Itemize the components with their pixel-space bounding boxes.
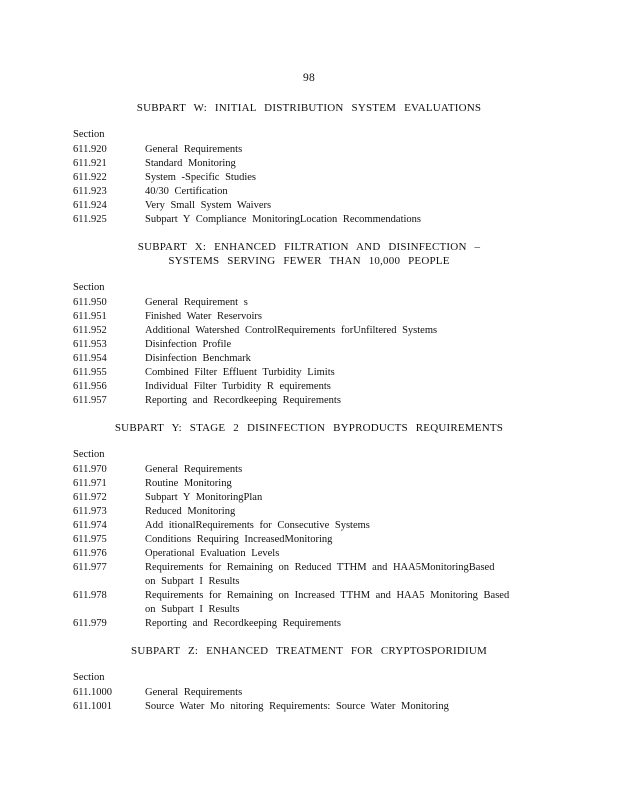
section-number: 611.957 bbox=[73, 395, 107, 406]
toc-row bbox=[0, 505, 618, 519]
section-number: 611.953 bbox=[73, 339, 107, 350]
section-title: Additional Watershed ControlRequirements forUnfiltered Systems bbox=[145, 325, 438, 336]
toc-row bbox=[0, 324, 618, 338]
section-title: Requirements for Remaining on Reduced TTHM and HAA5MonitoringBased bbox=[145, 562, 495, 573]
section-number: 611.973 bbox=[73, 506, 107, 517]
toc-row bbox=[0, 589, 618, 617]
section-title: Source Water Mo nitoring Requirements: Source Water Monitoring bbox=[145, 701, 449, 712]
section-number: 611.955 bbox=[73, 367, 107, 378]
section-title: Disinfection Profile bbox=[145, 339, 232, 350]
section-title: Add itionalRequirements for Consecutive Systems bbox=[145, 520, 370, 531]
section-title: Subpart Y Compliance MonitoringLocation Recommendations bbox=[145, 214, 422, 225]
section-title: Reduced Monitoring bbox=[145, 506, 236, 517]
section-title: General Requirements bbox=[145, 144, 243, 155]
section-title: Conditions Requiring IncreasedMonitoring bbox=[145, 534, 333, 545]
section-number: 611.950 bbox=[73, 297, 107, 308]
toc-row bbox=[0, 213, 618, 227]
section-number: 611.979 bbox=[73, 618, 107, 629]
section-title: on Subpart I Results bbox=[145, 604, 240, 615]
section-title: Subpart Y MonitoringPlan bbox=[145, 492, 263, 503]
section-number: 611.954 bbox=[73, 353, 107, 364]
section-label: Section bbox=[73, 672, 105, 683]
section-title: on Subpart I Results bbox=[145, 576, 240, 587]
section-number: 611.951 bbox=[73, 311, 107, 322]
section-number: 611.925 bbox=[73, 214, 107, 225]
toc-row bbox=[0, 157, 618, 171]
toc-row bbox=[0, 185, 618, 199]
section-title: Routine Monitoring bbox=[145, 478, 232, 489]
section-title: System -Specific Studies bbox=[145, 172, 256, 183]
section-title: General Requirements bbox=[145, 464, 243, 475]
section-title: Standard Monitoring bbox=[145, 158, 236, 169]
section-title: Very Small System Waivers bbox=[145, 200, 272, 211]
section-title: Reporting and Recordkeeping Requirements bbox=[145, 618, 341, 629]
section-label: Section bbox=[73, 282, 105, 293]
section-title: Operational Evaluation Levels bbox=[145, 548, 280, 559]
section-title: Finished Water Reservoirs bbox=[145, 311, 262, 322]
section-title: Reporting and Recordkeeping Requirements bbox=[145, 395, 341, 406]
toc-row bbox=[0, 366, 618, 380]
page-number: 98 bbox=[302, 72, 316, 84]
toc-row bbox=[0, 463, 618, 477]
toc-row bbox=[0, 533, 618, 547]
section-number: 611.920 bbox=[73, 144, 107, 155]
toc-row bbox=[0, 310, 618, 324]
section-number: 611.1000 bbox=[73, 687, 112, 698]
toc-row bbox=[0, 394, 618, 408]
toc-row bbox=[0, 477, 618, 491]
subpart-heading: SYSTEMS SERVING FEWER THAN 10,000 PEOPLE bbox=[168, 255, 450, 267]
toc-row bbox=[0, 547, 618, 561]
subpart-heading: SUBPART Z: ENHANCED TREATMENT FOR CRYPTOSPORIDIUM bbox=[131, 645, 487, 657]
section-number: 611.972 bbox=[73, 492, 107, 503]
section-number: 611.924 bbox=[73, 200, 107, 211]
section-number: 611.922 bbox=[73, 172, 107, 183]
section-title: 40/30 Certification bbox=[145, 186, 228, 197]
section-number: 611.1001 bbox=[73, 701, 112, 712]
toc-row bbox=[0, 352, 618, 366]
toc-row bbox=[0, 617, 618, 631]
toc-row bbox=[0, 143, 618, 157]
section-number: 611.952 bbox=[73, 325, 107, 336]
section-title: Combined Filter Effluent Turbidity Limits bbox=[145, 367, 335, 378]
section-label: Section bbox=[73, 449, 105, 460]
section-label: Section bbox=[73, 129, 105, 140]
section-number: 611.978 bbox=[73, 590, 107, 601]
section-title: General Requirements bbox=[145, 687, 243, 698]
toc-row bbox=[0, 519, 618, 533]
section-number: 611.976 bbox=[73, 548, 107, 559]
section-number: 611.971 bbox=[73, 478, 107, 489]
subpart-heading: SUBPART X: ENHANCED FILTRATION AND DISINFECTION – bbox=[137, 241, 481, 253]
section-number: 611.975 bbox=[73, 534, 107, 545]
subpart-heading: SUBPART Y: STAGE 2 DISINFECTION BYPRODUCTS REQUIREMENTS bbox=[114, 422, 504, 434]
toc-row bbox=[0, 338, 618, 352]
toc-row bbox=[0, 380, 618, 394]
toc-row bbox=[0, 686, 618, 700]
section-number: 611.956 bbox=[73, 381, 107, 392]
section-title: Disinfection Benchmark bbox=[145, 353, 251, 364]
toc-row bbox=[0, 199, 618, 213]
toc-row bbox=[0, 171, 618, 185]
section-title: General Requirement s bbox=[145, 297, 248, 308]
section-number: 611.977 bbox=[73, 562, 107, 573]
toc-row bbox=[0, 561, 618, 589]
section-number: 611.974 bbox=[73, 520, 107, 531]
toc-row bbox=[0, 700, 618, 714]
subpart-heading: SUBPART W: INITIAL DISTRIBUTION SYSTEM EVALUATIONS bbox=[136, 102, 482, 114]
section-number: 611.970 bbox=[73, 464, 107, 475]
section-number: 611.921 bbox=[73, 158, 107, 169]
toc-row bbox=[0, 491, 618, 505]
section-title: Requirements for Remaining on Increased TTHM and HAA5 Monitoring Based bbox=[145, 590, 510, 601]
section-title: Individual Filter Turbidity R equirements bbox=[145, 381, 331, 392]
toc-row bbox=[0, 296, 618, 310]
section-number: 611.923 bbox=[73, 186, 107, 197]
